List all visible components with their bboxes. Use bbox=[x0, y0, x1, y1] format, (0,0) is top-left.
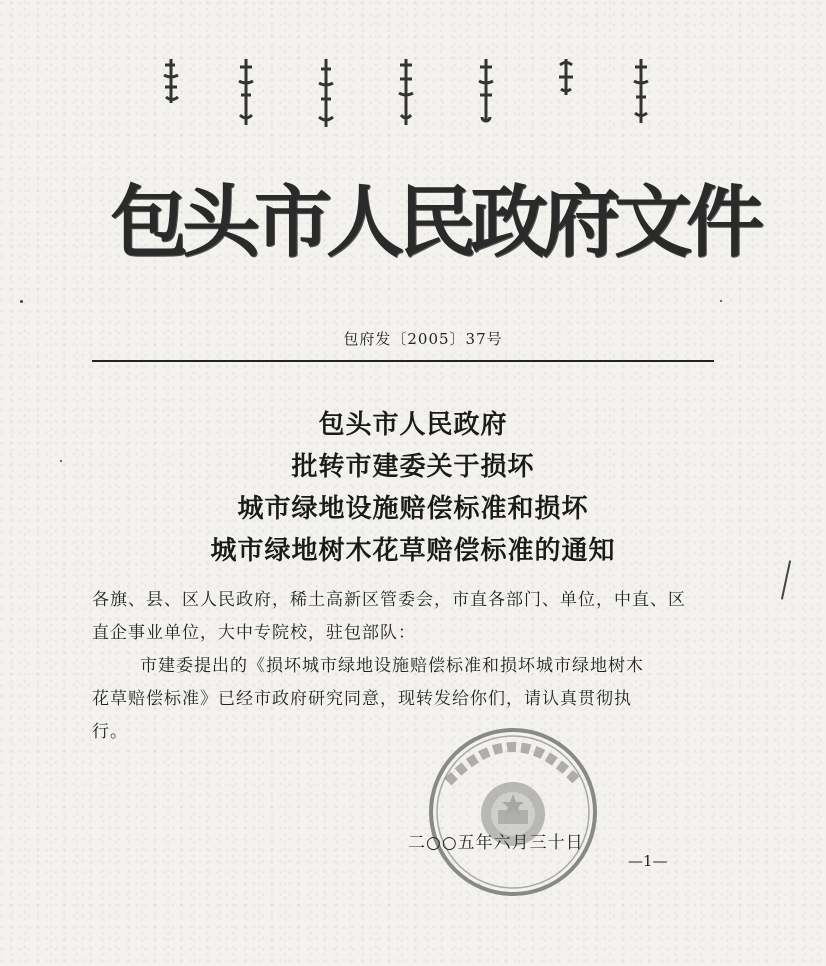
mongolian-word bbox=[160, 55, 182, 135]
document-date: 二○○五年六月三十日 bbox=[408, 833, 584, 853]
headline-line-2: 批转市建委关于损坏 bbox=[291, 452, 535, 482]
body-line-3: 市建委提出的《损坏城市绿地设施赔偿标准和损坏城市绿地树木 bbox=[140, 656, 644, 676]
mongolian-word bbox=[315, 55, 337, 135]
body-line-4: 花草赔偿标准》已经市政府研究同意，现转发给你们，请认真贯彻执 bbox=[92, 689, 632, 709]
headline-line-1: 包头市人民政府 bbox=[318, 410, 508, 440]
page-number: —1— bbox=[628, 852, 668, 870]
official-seal bbox=[418, 722, 608, 902]
headline-line-3: 城市绿地设施赔偿标准和损坏 bbox=[237, 494, 589, 524]
scan-speck bbox=[20, 300, 23, 303]
document-title: 包头市人民政府文件 bbox=[110, 177, 759, 268]
scan-speck bbox=[60, 460, 62, 462]
mongolian-script-header bbox=[150, 55, 670, 140]
mongolian-word bbox=[555, 55, 577, 135]
mongolian-word bbox=[475, 55, 497, 135]
header-divider bbox=[92, 360, 714, 362]
mongolian-word bbox=[630, 55, 652, 135]
body-line-1: 各旗、县、区人民政府，稀土高新区管委会，市直各部门、单位，中直、区 bbox=[92, 590, 686, 610]
document-number: 包府发〔2005〕37号 bbox=[343, 330, 503, 348]
body-line-2: 直企事业单位，大中专院校，驻包部队： bbox=[92, 623, 416, 643]
headline-line-4: 城市绿地树木花草赔偿标准的通知 bbox=[210, 536, 616, 566]
scan-speck bbox=[720, 300, 722, 302]
mongolian-word bbox=[235, 55, 257, 135]
mongolian-word bbox=[395, 55, 417, 135]
body-line-5: 行。 bbox=[92, 722, 128, 742]
